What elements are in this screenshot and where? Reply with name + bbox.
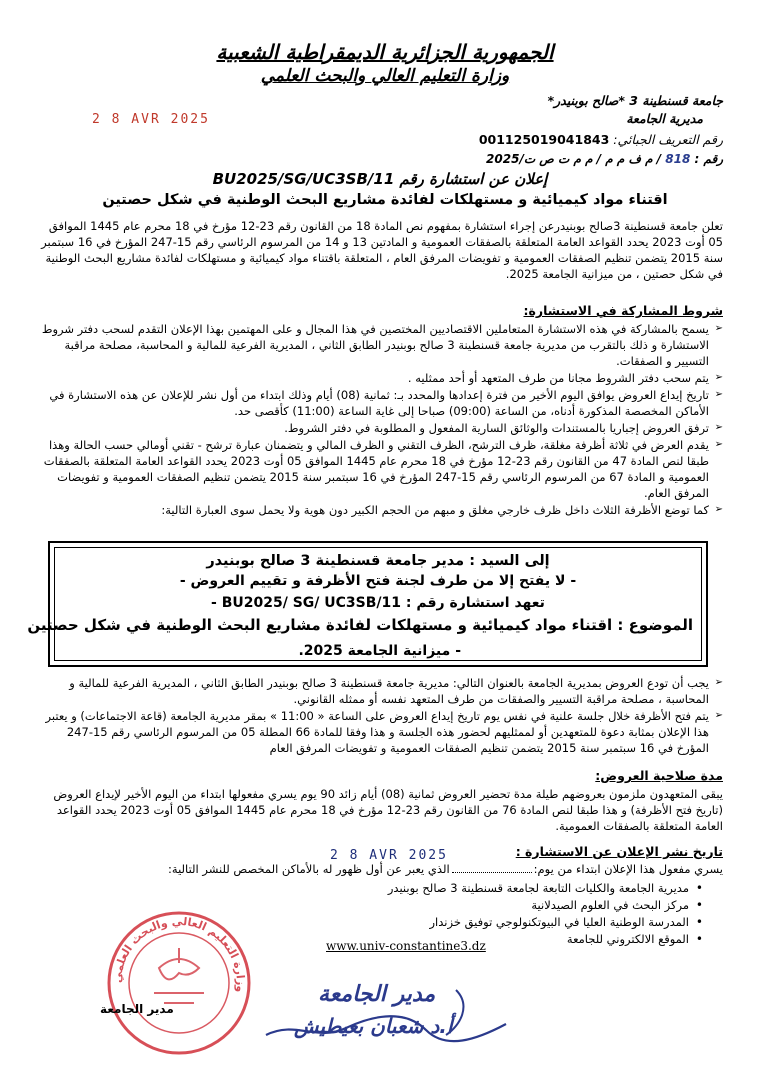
- publication-title: تاريخ نشر الإعلان عن الاستشارة :: [515, 844, 723, 859]
- condition-item: ➢ ترفق العروض إجباريا بالمستندات والوثائق السارية المفعول و المطلوبة في دفتر الشروط.: [40, 420, 723, 436]
- envelope-consultation-number: تعهد استشارة رقم : BU2025/ SG/ UC3SB/11 -: [211, 595, 545, 611]
- envelope-subject: الموضوع : اقتناء مواد كيميائية و مستهلكات لفائدة مشاريع البحث الوطنية في شكل حصتين: [27, 616, 693, 634]
- deposit-item: ➢ يجب أن تودع العروض بمديرية الجامعة بالعنوان التالي: مديرية جامعة قسنطينة 3 صالح بوبنيدر الطابق الثاني ، المديرية الفرعية للمالية و المحاسبة ، مصلحة مراقبة التسيير والصفقات من طرف المتعهد نفسه أو ممثله القانوني.: [40, 675, 723, 707]
- tax-id-label: رقم التعريف الجبائي:: [613, 132, 723, 147]
- envelope-label-box: [27, 541, 708, 667]
- signature-scribble: [256, 980, 516, 1050]
- university-name: جامعة قسنطينة 3 *صالح بوبنيدر*: [547, 93, 723, 108]
- receipt-date-stamp: 2 8 AVR 2025: [92, 112, 210, 127]
- date-fill-line: [452, 872, 532, 873]
- conditions-list: [40, 321, 723, 519]
- university-website[interactable]: www.univ-constantine3.dz: [326, 939, 486, 953]
- ref-code: / م ف م م / م م ت ص ت/2025: [486, 152, 662, 166]
- ministry-header: وزارة التعليم العالي والبحث العلمي: [260, 66, 510, 86]
- republic-header: الجمهورية الجزائرية الديمقراطية الشعبية: [216, 40, 554, 64]
- publication-place: • مديرية الجامعة والكليات التابعة لجامعة قسنطينة 3 صالح بوبنيدر: [303, 880, 703, 896]
- ref-number: 818: [665, 152, 691, 166]
- publication-place: • الموقع الالكتروني للجامعة: [303, 931, 703, 947]
- envelope-notice: - لا يفتح إلا من طرف لجنة فتح الأظرفة و تقييم العروض -: [179, 573, 577, 589]
- validity-title: مدة صلاحية العروض:: [595, 768, 723, 783]
- publication-lead-start: يسري مفعول هذا الإعلان ابتداء من يوم:: [533, 862, 723, 876]
- university-seal-stamp: [104, 908, 254, 1058]
- announcement-title: [180, 170, 580, 188]
- handwritten-name: أ.د شعبان بعيطيش: [294, 1014, 453, 1038]
- conditions-title: شروط المشاركة في الاستشارة:: [523, 303, 723, 318]
- condition-item: ➢ يتم سحب دفتر الشروط مجانا من طرف المتعهد أو أحد ممثليه .: [40, 370, 723, 386]
- publication-lead-end: الذي يعبر عن أول ظهور له بالأماكن المخصص للنشر التالية:: [168, 862, 450, 876]
- envelope-budget: - ميزانية الجامعة 2025.: [298, 643, 461, 659]
- condition-item: ➢ يقدم العرض في ثلاثة أظرفة مغلقة، ظرف الترشح، الظرف التقني و الظرف المالي و يتضمنان عبارة ترشح - تقني أومالي حسب الحالة وهذا طبقا لنص المادة 47 من القانون رقم 23-12 مؤرخ في 18 محرم عام 1445 الموافق 05 أوت 2023 يحدد القواعد العامة المتعلقة بالصفقات العمومية و المادة 67 من المرسوم الرئاسي رقم 15-247 المؤرخ في 16 سبتمبر سنة 2015 يتضمن تنظيم الصفقات العمومية و تفويضات المرفق العام.: [40, 437, 723, 501]
- handwritten-title: مدير الجامعة: [318, 982, 436, 1007]
- envelope-recipient: إلى السيد : مدير جامعة قسنطينة 3 صالح بوبنيدر: [206, 553, 550, 569]
- reference-line: [486, 152, 723, 166]
- envelope-box-inner: [27, 547, 702, 661]
- announcement-prefix: إعلان عن استشارة رقم: [399, 170, 548, 188]
- announcement-number: BU2025/SG/UC3SB/11: [212, 170, 395, 188]
- tax-id-line: [479, 132, 723, 147]
- condition-item: ➢ يسمح بالمشاركة في هذه الاستشارة المتعاملين الاقتصاديين المختصين في هذا المجال و على المهتمين بهذا الإعلان التقدم لسحب دفتر شروط الاستشارة و ذلك بالتقرب من مديرية جامعة قسنطينة 3 صالح بوبنيدر الطابق الثاني ، المديرية الفرعية للمالية و المحاسبة، مصلحة مراقبة التسيير و الصفقات.: [40, 321, 723, 369]
- deposit-item: ➢ يتم فتح الأظرفة خلال جلسة علنية في نفس يوم تاريخ إيداع العروض على الساعة « 11:00 » بمقر مديرية الجامعة (قاعة الاجتماعات) و يعتبر هذا الإعلان بمثابة دعوة للمتعهدين أو لممثليهم لحضور هذه الجلسة و هذا وفقا للمادة 66 المطلة 05 من المرسوم الرئاسي رقم 15-247 المؤرخ في 16 سبتمبر سنة 2015 يتضمن تنظيم الصفقات العمومية و تفويضات المرفق العام: [40, 708, 723, 756]
- condition-item: ➢ تاريخ إيداع العروض يوافق اليوم الأخير من فترة إعدادها والمحدد بـ: ثمانية (08) أيام وذلك ابتداء من أول نشر للإعلان عن هذه الاستشارة في الأماكن المخصصة المذكورة أدناه، من الساعة (09:00) صباحا إلى غاية الساعة (11:00) كأقصى حد.: [40, 387, 723, 419]
- publication-place: • مركز البحث في العلوم الصيدلانية: [303, 897, 703, 913]
- publication-date-stamp: 2 8 AVR 2025: [330, 848, 448, 863]
- tax-id-value: 001125019041843: [478, 132, 610, 147]
- announcement-subject: اقتناء مواد كيميائية و مستهلكات لفائدة مشاريع البحث الوطنية في شكل حصتين: [102, 192, 668, 208]
- publication-place: • المدرسة الوطنية العليا في البيوتكنولوجي توفيق خزندار: [303, 914, 703, 930]
- stamp-ring-text: وزارة التعليم العالي والبحث العلمي: [110, 914, 248, 993]
- validity-text: يبقى المتعهدون ملزمون بعروضهم طيلة مدة تحضير العروض ثمانية (08) أيام زائد 90 يوم يسري مفعولها ابتداء من اليوم الأخير لإيداع العروض (تاريخ فتح الأظرفة) و هذا طبقا لنص المادة 76 من القانون رقم 23-12 مؤرخ في 18 محرم عام 1445 الموافق 05 أوت 2023 يحدد القواعد العامة المتعلقة بالصفقات العمومية.: [53, 787, 723, 833]
- condition-item: ➢ كما توضع الأظرفة الثلاث داخل ظرف خارجي مغلق و مبهم من الحجم الكبير دون هوية ولا يحمل سوى العبارة التالية:: [40, 502, 723, 518]
- signer-title: مدير الجامعة: [100, 1002, 174, 1016]
- publication-lead: [168, 862, 723, 876]
- intro-paragraph: تعلن جامعة قسنطينة 3صالح بوبنيدرعن إجراء استشارة بمفهوم نص المادة 18 من القانون رقم 23-12 مؤرخ في 18 محرم عام 1445 الموافق 05 أوت 2023 يحدد القواعد العامة المتعلقة بالصفقات العمومية و المادتين 13 و 14 من المرسوم الرئاسي رقم 15-247 المؤرخ في 16 سبتمبر سنة 2015 يتضمن تنظيم الصفقات العمومية و تفويضات المرفق العام ، المتعلقة باقتناء مواد كيميائية و مستهلكات لفائدة مشاريع البحث الوطنية في شكل حصتين ، من ميزانية الجامعة 2025.: [41, 219, 723, 281]
- ref-label: رقم :: [694, 152, 723, 166]
- publication-places: [303, 880, 703, 948]
- directorate-name: مديرية الجامعة: [626, 111, 703, 126]
- deposit-list: [40, 675, 723, 757]
